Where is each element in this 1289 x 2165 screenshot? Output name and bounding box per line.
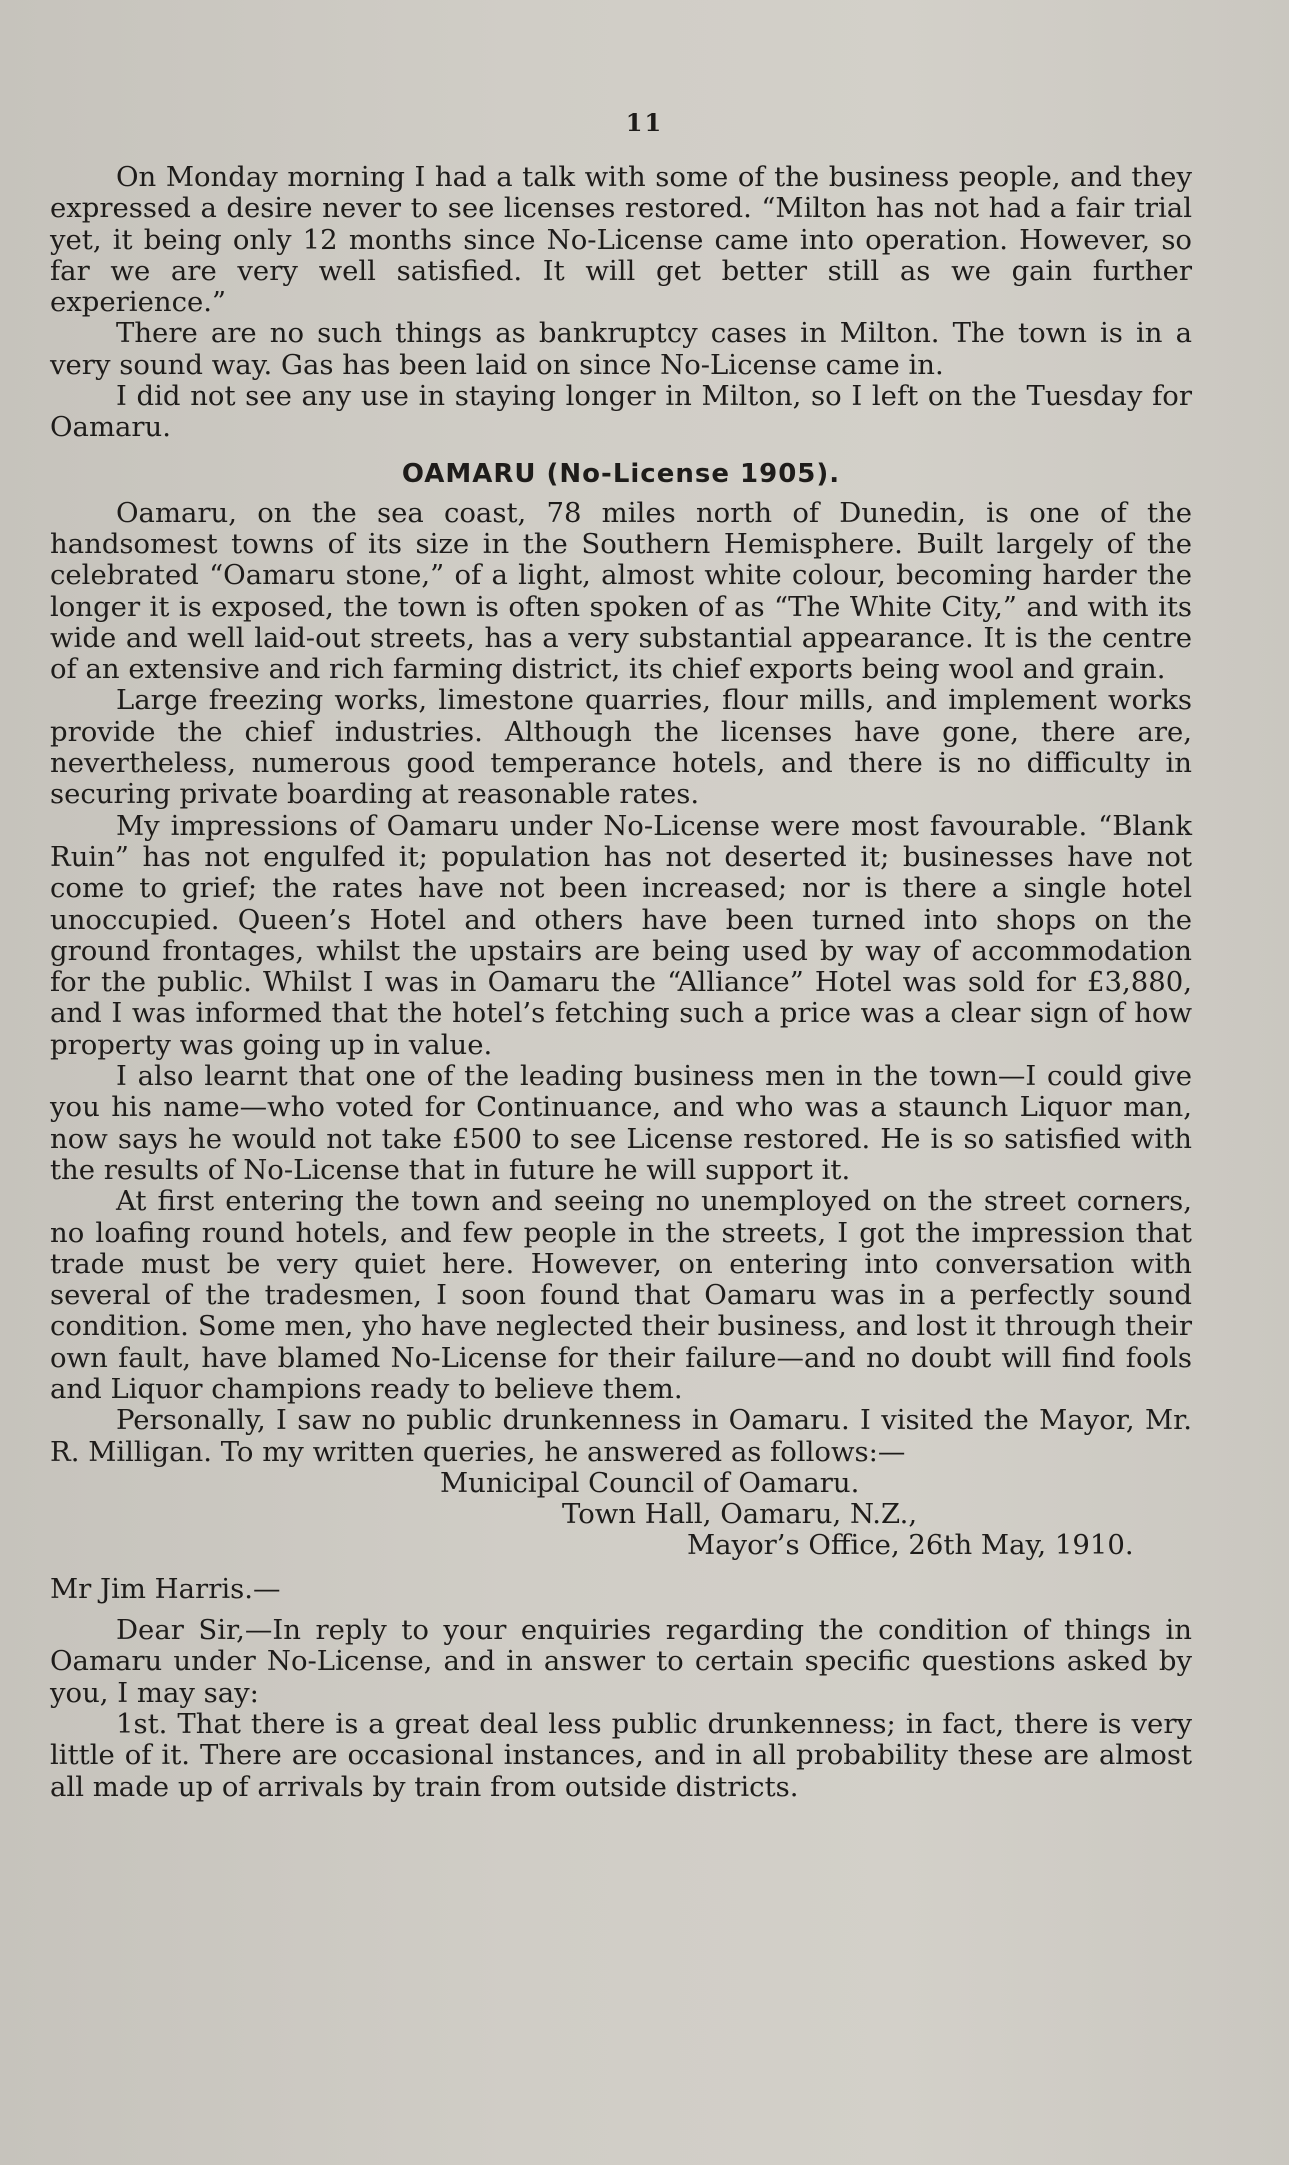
paragraph-first-entering: At first entering the town and seeing no unemployed on the street corners, no loafing round hotels, and few people in the streets, I got the impression that trade must be very quiet here. However, on entering into conversation with several of the tradesmen, I soon found that Oamaru was in a perfectly sound condition. Some men, yho have neglected their business, and lost it through their own fault, have blamed No-License for their failure—and no doubt will find fools and Liquor champions ready to believe them.	[50, 1185, 1192, 1405]
letter-salutation: Mr Jim Harris.—	[50, 1572, 281, 1605]
paragraph-impressions: My impressions of Oamaru under No-License were most favourable. “Blank Ruin” has not engulfed it; population has not deserted it; businesses have not come to grief; the rates have not been increased; nor is there a single hotel unoccupied. Queen’s Hotel and others have been turned into shops on the ground frontages, whilst the upstairs are being used by way of accommodation for the public. Whilst I was in Oamaru the “Alliance” Hotel was sold for £3,880, and I was informed that the hotel’s fetching such a price was a clear sign of how property was going up in value.	[50, 809, 1192, 1061]
paragraph-business-man: I also learnt that one of the leading business men in the town—I could give you his name—who voted for Continuance, and who was a staunch Liquor man, now says he would not take £500 to see License restored. He is so satisfied with the results of No-License that in future he will support it.	[50, 1060, 1192, 1186]
letter-point-1: 1st. That there is a great deal less public drunkenness; in fact, there is very little of it. There are occasional instances, and in all probability these are almost all made up of arrivals by train from outside districts.	[50, 1707, 1192, 1803]
paragraph-oamaru-description: Oamaru, on the sea coast, 78 miles north of Dunedin, is one of the handsomest towns of its size in the Southern Hemisphere. Built largely of the celebrated “Oamaru stone,” of a light, almost white colour, becoming harder the longer it is exposed, the town is often spoken of as “The White City,” and with its wide and well laid-out streets, has a very substantial appearance. It is the centre of an extensive and rich farming district, its chief exports being wool and grain.	[50, 496, 1192, 686]
page-number: 11	[625, 108, 664, 137]
letter-heading-date: Mayor’s Office, 26th May, 1910.	[687, 1529, 1134, 1562]
paragraph-business-people: On Monday morning I had a talk with some of the business people, and they expressed a desire never to see licenses restored. “Milton has not had a fair trial yet, it being only 12 months since No-License came into operation. However, so far we are very well satisfied. It will get better still as we gain further experience.”	[50, 161, 1192, 319]
letter-opening: Dear Sir,—In reply to your enquiries regarding the condition of things in Oamaru under No-License, and in answer to certain specific questions asked by you, I may say:	[50, 1614, 1192, 1709]
section-heading-oamaru: OAMARU (No-License 1905).	[401, 458, 841, 489]
text-column	[50, 162, 1192, 1803]
letter-heading-town-hall: Town Hall, Oamaru, N.Z.,	[562, 1498, 918, 1531]
paragraph-bankruptcy: There are no such things as bankruptcy cases in Milton. The town is in a very sound way. Gas has been laid on since No-License came in.	[50, 317, 1192, 381]
paragraph-left-milton: I did not see any use in staying longer in Milton, so I left on the Tuesday for Oamaru.	[50, 380, 1192, 444]
letter-heading-council: Municipal Council of Oamaru.	[440, 1466, 860, 1499]
paragraph-personally: Personally, I saw no public drunkenness in Oamaru. I visited the Mayor, Mr. R. Milligan. To my written queries, he answered as follows:—	[50, 1404, 1192, 1468]
paragraph-industries: Large freezing works, limestone quarries, flour mills, and implement works provide the chief industries. Although the licenses have gone, there are, nevertheless, numerous good temperance hotels, and there is no difficulty in securing private boarding at reasonable rates.	[50, 684, 1192, 811]
